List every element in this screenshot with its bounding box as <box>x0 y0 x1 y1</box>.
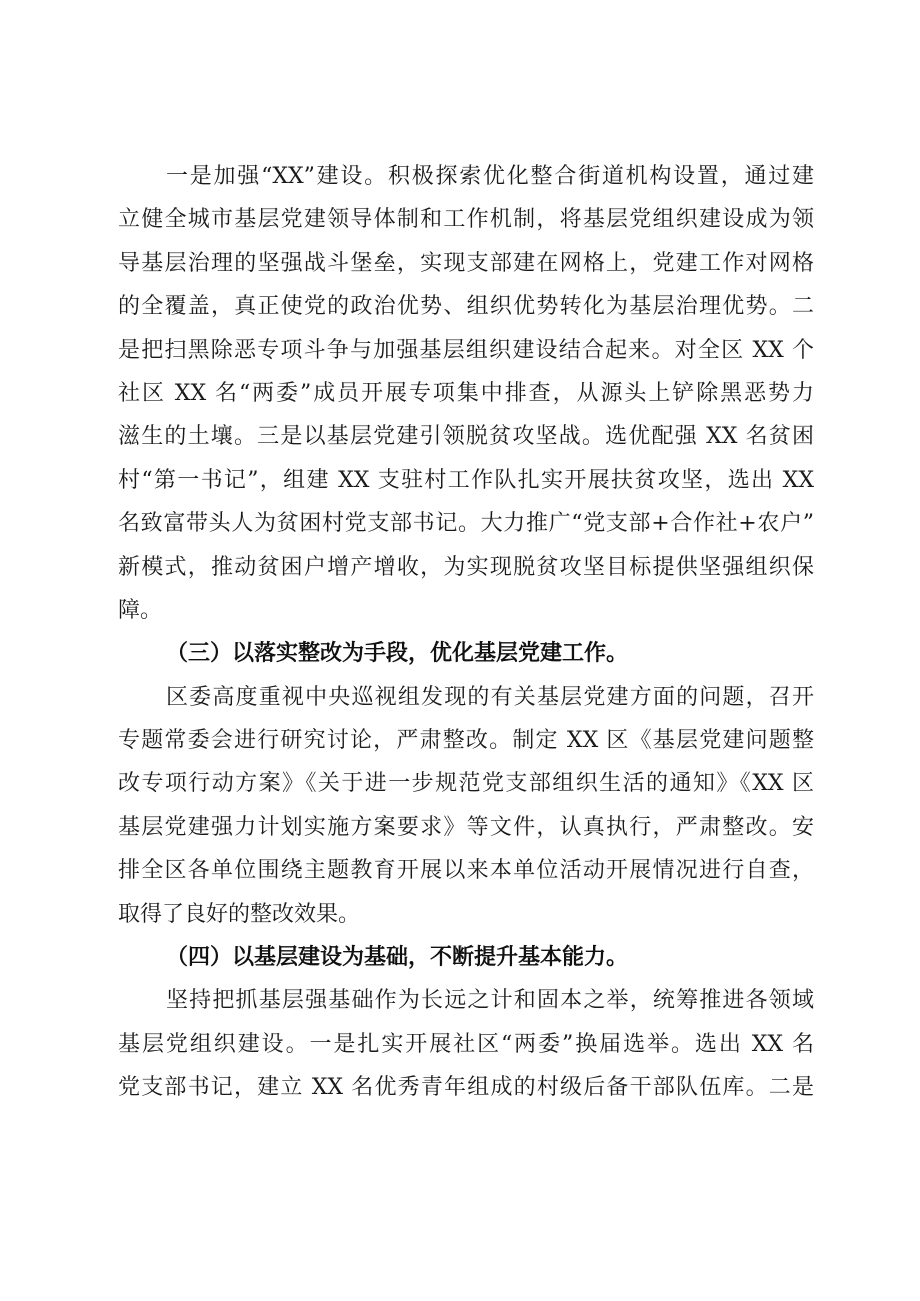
paragraph-line: 排全区各单位围绕主题教育开展以来本单位活动开展情况进行自查， <box>118 858 814 884</box>
paragraph-line: 取得了良好的整改效果。 <box>118 901 361 927</box>
paragraph-line: 滋生的土壤。三是以基层党建引领脱贫攻坚战。选优配强 XX 名贫困 <box>118 424 814 450</box>
paragraph-line: 一是加强“XX”建设。积极探索优化整合街道机构设置，通过建 <box>166 164 814 189</box>
paragraph-line: 区委高度重视中央巡视组发现的有关基层党建方面的问题，召开 <box>166 684 814 710</box>
paragraph-line: 是把扫黑除恶专项斗争与加强基层组织建设结合起来。对全区 XX 个 <box>118 337 814 363</box>
section-heading-3: （三）以落实整改为手段，优化基层党建工作。 <box>166 641 629 667</box>
paragraph-line: 专题常委会进行研究讨论，严肃整改。制定 XX 区《基层党建问题整 <box>118 728 814 754</box>
paragraph-line: 新模式，推动贫困户增产增收，为实现脱贫攻坚目标提供坚强组织保 <box>118 554 814 580</box>
document-body <box>118 155 814 1110</box>
paragraph-line: 坚持把抓基层强基础作为长远之计和固本之举，统筹推进各领域 <box>166 988 814 1014</box>
paragraph-line: 党支部书记，建立 XX 名优秀青年组成的村级后备干部队伍库。二是 <box>118 1075 814 1101</box>
paragraph-line: 社区 XX 名“两委”成员开展专项集中排查，从源头上铲除黑恶势力 <box>118 380 814 406</box>
paragraph-line: 的全覆盖，真正使党的政治优势、组织优势转化为基层治理优势。二 <box>118 294 814 320</box>
paragraph-line: 基层党组织建设。一是扎实开展社区“两委”换届选举。选出 XX 名 <box>118 1031 814 1057</box>
paragraph-line: 立健全城市基层党建领导体制和工作机制，将基层党组织建设成为领 <box>118 207 814 233</box>
paragraph-line: 导基层治理的坚强战斗堡垒，实现支部建在网格上，党建工作对网格 <box>118 250 814 276</box>
section-heading-4: （四）以基层建设为基础，不断提升基本能力。 <box>166 945 629 971</box>
paragraph-line: 障。 <box>118 597 163 623</box>
paragraph-line: 村“第一书记”，组建 XX 支驻村工作队扎实开展扶贫攻坚，选出 XX <box>118 467 814 493</box>
paragraph-line: 名致富带头人为贫困村党支部书记。大力推广“党支部+合作社+农户” <box>118 511 814 537</box>
paragraph-line: 基层党建强力计划实施方案要求》等文件，认真执行，严肃整改。安 <box>118 814 814 840</box>
paragraph-line: 改专项行动方案》《关于进一步规范党支部组织生活的通知》《XX 区 <box>118 771 814 797</box>
